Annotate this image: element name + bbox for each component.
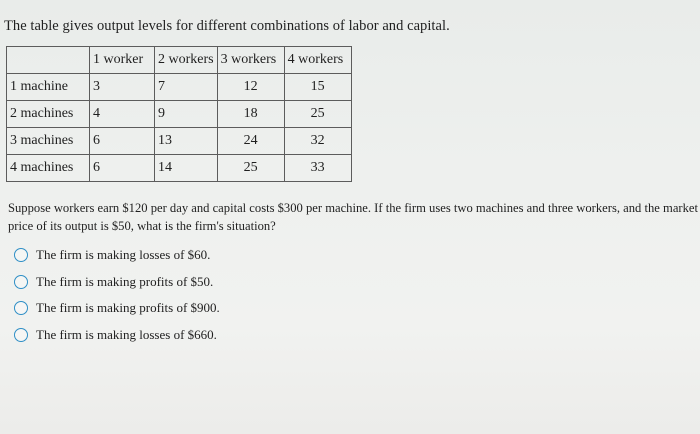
table-cell: 9	[155, 101, 218, 128]
table-cell: 3	[90, 74, 155, 101]
table-row	[7, 101, 352, 128]
table-row	[7, 155, 352, 182]
table-cell: 32	[284, 128, 351, 155]
table-cell: 25	[217, 155, 284, 182]
table-cell: 13	[155, 128, 218, 155]
answer-option-label: The firm is making losses of $660.	[36, 326, 217, 342]
question-text: Suppose workers earn $120 per day and capital costs $300 per machine. If the firm uses two machines and three workers, and the market price of its output is $50, what is the firm's situation?	[8, 201, 698, 233]
table-cell: 4	[90, 101, 155, 128]
table-header-cell: 1 worker	[90, 47, 155, 74]
table-cell: 24	[217, 128, 284, 155]
table-header-row	[7, 47, 352, 74]
table-cell: 18	[217, 101, 284, 128]
table-header-corner	[7, 47, 90, 74]
table-cell: 12	[217, 74, 284, 101]
table-row-label: 3 machines	[7, 128, 90, 155]
output-table	[6, 46, 352, 182]
table-cell: 6	[90, 155, 155, 182]
table-row-label: 1 machine	[7, 74, 90, 101]
radio-button[interactable]	[14, 275, 28, 289]
table-cell: 25	[284, 101, 351, 128]
answer-options	[14, 245, 220, 351]
table-cell: 14	[155, 155, 218, 182]
radio-button[interactable]	[14, 301, 28, 315]
intro-text: The table gives output levels for different combinations of labor and capital.	[4, 18, 450, 34]
table-cell: 15	[284, 74, 351, 101]
answer-option[interactable]	[14, 245, 220, 265]
table-row-label: 2 machines	[7, 101, 90, 128]
table-row	[7, 128, 352, 155]
table-header-cell: 2 workers	[155, 47, 218, 74]
table-header-cell: 3 workers	[217, 47, 284, 74]
radio-button[interactable]	[14, 248, 28, 262]
table-cell: 33	[284, 155, 351, 182]
answer-option-label: The firm is making losses of $60.	[36, 247, 211, 262]
table-row	[7, 74, 352, 101]
answer-option[interactable]	[14, 298, 220, 318]
table-cell: 6	[90, 128, 155, 155]
answer-option-label: The firm is making profits of $900.	[36, 300, 220, 315]
answer-option[interactable]	[14, 272, 220, 292]
table-row-label: 4 machines	[7, 155, 90, 182]
answer-option[interactable]	[14, 325, 220, 345]
table-cell: 7	[155, 74, 218, 101]
table-header-cell: 4 workers	[284, 47, 351, 74]
answer-option-label: The firm is making profits of $50.	[36, 273, 214, 289]
radio-button[interactable]	[14, 328, 28, 342]
